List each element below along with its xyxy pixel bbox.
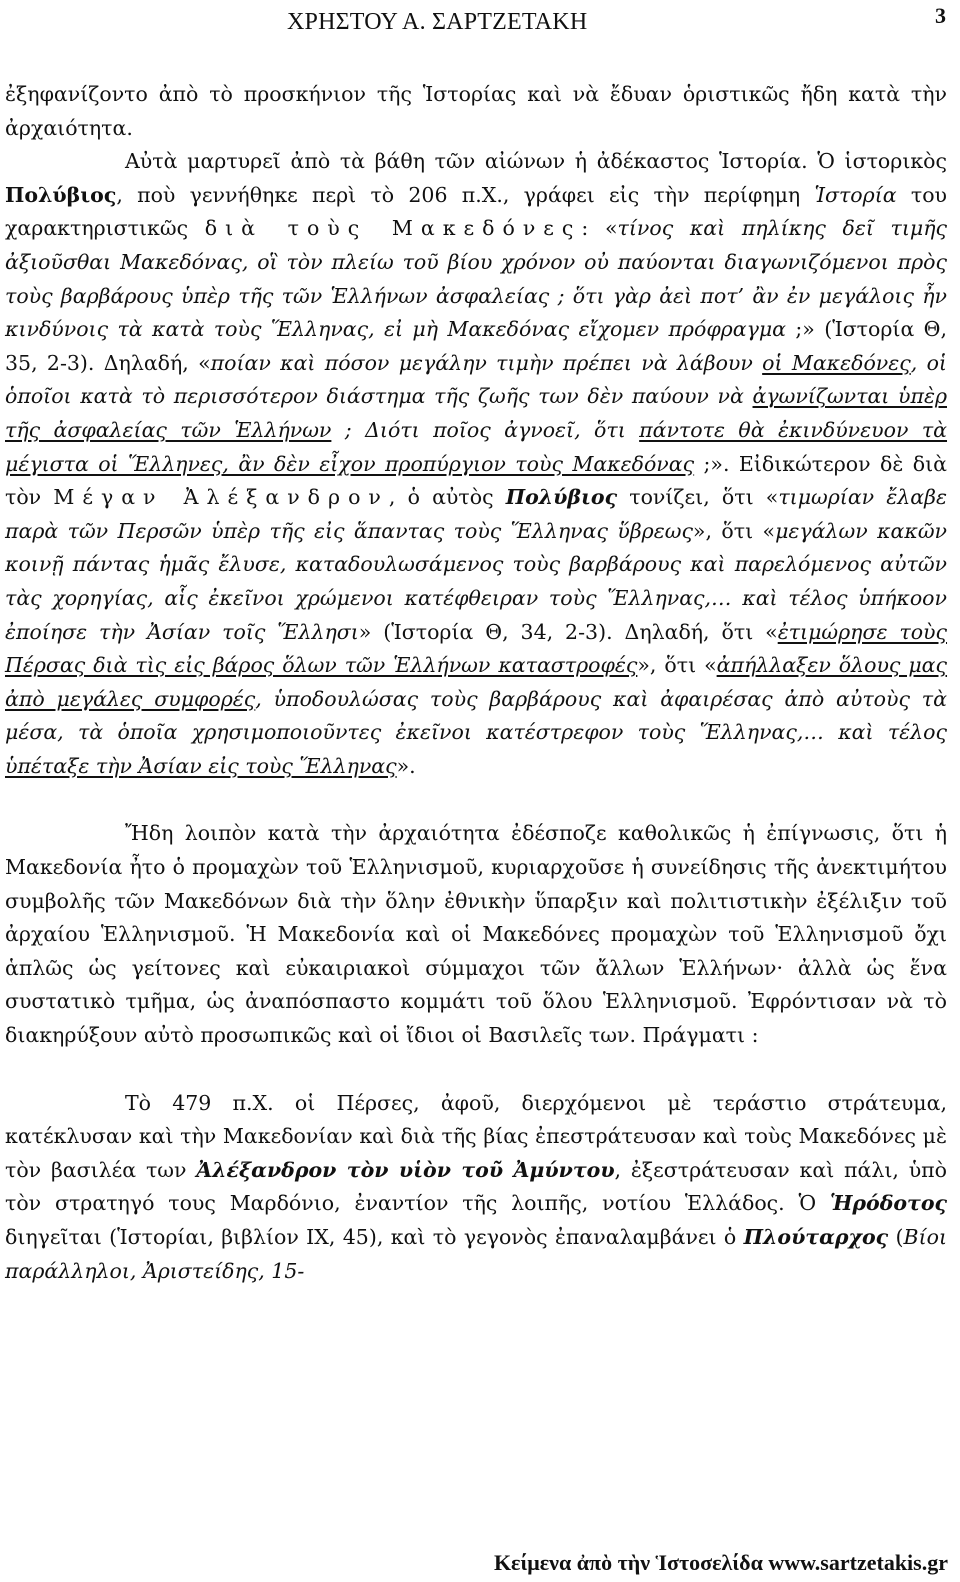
text-run: του χαρακτηριστικῶς [5, 182, 947, 241]
text-run: ». [396, 753, 416, 778]
paragraph-2 [5, 145, 947, 783]
text-run: Ἡρόδοτος [829, 1191, 947, 1216]
text-run: ἐξηφανίζοντο ἀπὸ τὸ προσκήνιον τῆς Ἱστορίας καὶ νὰ ἔδυαν ὁριστικῶς ἤδη κατὰ τὴν ἀρχαιότητα. [5, 82, 947, 140]
text-run: Μέγαν Ἀλέξανδρον [53, 485, 389, 510]
text-run: τίνος καὶ πηλίκης δεῖ τιμῆς ἀξιοῦσθαι Μακεδόνας, οἳ τὸν πλείω τοῦ βίου χρόνον οὐ παύονται διαγωνιζόμενοι πρὸς τοὺς βαρβάρους ὑπὲρ τῆς τῶν Ἑλλήνων ἀσφαλείας ; ὅτι γὰρ ἀεὶ ποτ’ ἂν ἐν μεγάλοις ἦν κινδύνοις τὰ κατὰ τοὺς Ἕλληνας, εἰ μὴ Μακεδόνας εἴχομεν πρόφραγμα [5, 216, 947, 342]
text-run: ἐτιμώρησε τοὺς Πέρσας διὰ τὶς εἰς βάρος ὅλων τῶν Ἑλλήνων καταστροφές [5, 619, 948, 678]
body-text [5, 78, 947, 1288]
text-run: Βίοι παράλληλοι, Ἀριστείδης, 15- [5, 1225, 947, 1283]
text-run: Ἤδη λοιπὸν κατὰ τὴν ἀρχαιότητα ἐδέσποζε καθολικῶς ἡ ἐπίγνωσις, ὅτι ἡ Μακεδονία ἦτο ὁ προμαχὼν τοῦ Ἑλληνισμοῦ, κυριαρχοῦσε ἡ συνείδησις τῆς ἀνεκτιμήτου συμβολῆς τῶν Μακεδόνων διὰ τὴν ὅλην ἐθνικὴν ὕπαρξιν καὶ πολιτιστικὴν ἐξέλιξιν τοῦ ἀρχαίου Ἑλληνισμοῦ. Ἡ Μακεδονία καὶ οἱ Μακεδόνες προμαχὼν τοῦ Ἑλληνισμοῦ ὄχι ἁπλῶς ὡς γείτονες καὶ εὐκαιριακοὶ σύμμαχοι τῶν ἄλλων Ἑλλήνων· ἀλλὰ ὡς ἕνα συστατικὸ τμῆμα, ὡς ἀναπόσπαστο κομμάτι τοῦ ὅλου Ἑλληνισμοῦ. Ἐφρόντισαν νὰ τὸ διακηρύξουν αὐτὸ προσωπικῶς καὶ οἱ ἴδιοι οἱ Βασιλεῖς των. Πράγματι : [5, 821, 947, 1048]
text-run: διηγεῖται (Ἱστορίαι, βιβλίον ΙΧ, 45), καὶ τὸ γεγονὸς ἐπαναλαμβάνει ὁ [5, 1225, 744, 1249]
text-run: Αὐτὰ μαρτυρεῖ ἀπὸ τὰ βάθη τῶν αἰώνων ἡ ἀδέκαστος Ἱστορία. Ὁ ἱστορικὸς [125, 149, 947, 174]
text-run: Ἱστορία [814, 182, 897, 207]
text-run: πάντοτε θὰ ἐκινδύνευον τὰ μέγιστα οἱ Ἕλληνες, ἂν δὲν εἶχον προπύργιον τοὺς Μακεδόνας [5, 417, 948, 476]
text-run: , ὁ αὐτὸς [388, 485, 506, 510]
text-run: Πλούταρχος [743, 1225, 889, 1249]
text-run: Πολύβιος [505, 485, 618, 510]
text-run: Πολύβιος [5, 182, 117, 207]
paragraph-gap [5, 1053, 947, 1087]
text-run: ὑπέταξε τὴν Ἀσίαν εἰς τοὺς Ἕλληνας [5, 753, 397, 778]
text-run: , ποὺ γεννήθηκε περὶ τὸ 206 π.Χ., γράφει εἰς τὴν περίφημη [116, 182, 815, 207]
page-number: 3 [935, 3, 946, 28]
text-run: , οἱ ὁποῖοι κατὰ τὸ περισσότερον διάστημα τῆς ζωῆς των δὲν παύουν νὰ [5, 350, 947, 409]
text-run: ;». Εἰδικώτερον δὲ διὰ τὸν [5, 451, 947, 510]
header-title: ΧΡΗΣΤΟΥ Α. ΣΑΡΤΖΕΤΑΚΗ [287, 9, 588, 35]
text-run: ποίαν καὶ πόσον μεγάλην τιμὴν πρέπει νὰ λάβουν [210, 350, 763, 375]
paragraph-gap [5, 783, 947, 817]
text-run: ἀπήλλαξεν ὅλους μας ἀπὸ μεγάλες συμφορές [5, 653, 948, 711]
text-run: οἱ Μακεδόνες [762, 350, 911, 375]
text-run: ; Διότι ποῖος ἀγνοεῖ, ὅτι [331, 417, 640, 442]
text-run: : « [581, 216, 618, 241]
text-run: ἀγωνίζωνται ὑπὲρ τῆς ἀσφαλείας τῶν Ἑλλήνων [5, 384, 947, 442]
text-run: ;» (Ἱστορία Θ, 35, 2-3). Δηλαδή, « [5, 317, 947, 375]
text-run: ( [888, 1225, 904, 1249]
text-run: τιμωρίαν ἔλαβε παρὰ τῶν Περσῶν ὑπὲρ τῆς εἰς ἅπαντας τοὺς Ἕλληνας ὕβρεως [5, 485, 947, 543]
paragraph-1 [5, 78, 947, 145]
text-run: Τὸ 479 π.Χ. οἱ Πέρσες, ἀφοῦ, διερχόμενοι μὲ τεράστιο στράτευμα, κατέκλυσαν καὶ τὴν Μακεδονίαν καὶ διὰ τῆς βίας ἐπεστράτευσαν καὶ τοὺς Μακεδόνες μὲ τὸν βασιλέα των [5, 1090, 947, 1182]
text-run: μεγάλων κακῶν κοινῇ πάντας ἡμᾶς ἔλυσε, καταδουλωσάμενος τοὺς βαρβάρους καὶ παρελόμενος αὐτῶν τὰς χορηγίας, αἷς ἐκεῖνοι χρώμενοι κατέφθειραν τοὺς Ἕλληνας,… καὶ τέλος ὑπήκοον ἐποίησε τὴν Ἀσίαν τοῖς Ἕλλησι [5, 518, 947, 644]
text-run: , ὑποδουλώσας τοὺς βαρβάρους καὶ ἀφαιρέσας ἀπὸ αὐτοὺς τὰ μέσα, τὰ ὁποῖα χρησιμοποιοῦντες ἐκεῖνοι κατέστρεφον τοὺς Ἕλληνας,… καὶ τέλος [5, 686, 947, 745]
text-run: διὰ τοὺς Μακεδόνες [204, 216, 582, 241]
footer-text: Κείμενα ἀπὸ τὴν Ἱστοσελίδα www.sartzetakis.gr [493, 1550, 948, 1575]
paragraph-3 [5, 817, 947, 1052]
running-head [0, 2, 960, 34]
text-run: Ἀλέξανδρον τὸν υἱὸν τοῦ Ἀμύντου [196, 1157, 615, 1182]
paragraph-4 [5, 1087, 947, 1289]
text-run: », ὅτι « [692, 518, 776, 543]
text-run: » (Ἱστορία Θ, 34, 2-3). Δηλαδή, ὅτι « [358, 619, 778, 644]
text-run: , ἐξεστράτευσαν καὶ πάλι, ὑπὸ τὸν στρατηγό τους Μαρδόνιο, ἐναντίον τῆς λοιπῆς, νοτίου Ἑλλάδος. Ὁ [5, 1157, 947, 1216]
text-run: τονίζει, ὅτι « [617, 485, 779, 510]
text-run: », ὅτι « [637, 653, 717, 678]
